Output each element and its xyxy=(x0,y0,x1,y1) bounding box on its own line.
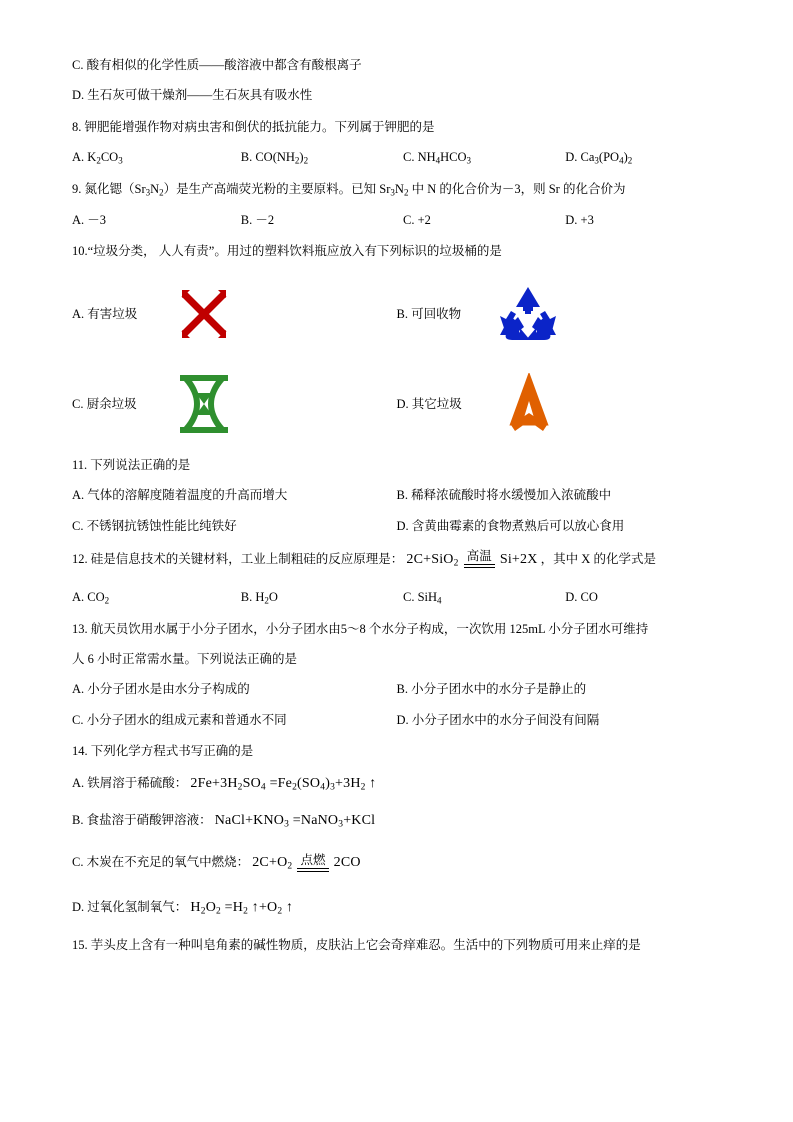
option-c-label: C. xyxy=(72,518,84,533)
option-a-equation: $2Fe+3H_2SO_4 =Fe_2(SO_4)_3+3H_2$ ↑ xyxy=(190,776,377,793)
option-d-formula: $Ca_3(PO_4)_2$ xyxy=(580,149,633,166)
option-c xyxy=(72,516,397,536)
option-d xyxy=(565,210,721,230)
option-b-formula: $H_2O$ xyxy=(255,590,278,606)
question-8-options xyxy=(72,147,721,168)
option-c xyxy=(403,210,565,230)
option-c-formula: SiH$_4$ xyxy=(417,590,442,606)
option-d xyxy=(397,710,722,730)
option-line-d: D. 生石灰可做干燥剂——生石灰具有吸水性 xyxy=(72,88,313,103)
option-c xyxy=(72,710,397,730)
option-b-value: 小分子团水中的水分子是静止的 xyxy=(411,682,587,697)
question-14-option-b xyxy=(72,808,721,835)
kitchen-waste-icon xyxy=(167,367,241,441)
option-d xyxy=(397,516,722,536)
option-a xyxy=(72,147,241,168)
option-d-text: 过氧化氢制氧气： xyxy=(87,899,188,914)
option-b xyxy=(397,679,722,699)
question-9-stem: 9. 氮化锶$(Sr_3N_2)$是生产高端荧光粉的主要原料。已知 $Sr_3N_2$ 中 N 的化合价为－3，则 Sr 的化合价为 xyxy=(72,181,626,198)
question-11-stem: 11. 下列说法正确的是 xyxy=(72,457,191,472)
question-12-stem-suffix: ，其中 X 的化学式是 xyxy=(540,551,656,566)
option-c xyxy=(403,587,565,608)
question-12-equation-left: 2C+SiO$_2$ xyxy=(406,551,459,569)
option-a xyxy=(72,210,241,230)
option-b-label: B. xyxy=(240,590,253,605)
option-c-label: C. xyxy=(72,713,84,728)
option-d xyxy=(565,147,721,168)
equation-bar xyxy=(297,868,328,872)
question-13-stem-line1: 13. 航天员饮用水属于小分子团水，小分子团水由5～8 个水分子构成，一次饮用 125mL 小分子团水可维持 xyxy=(72,622,649,637)
question-10-stem: 10.“垃圾分类， 人人有责”。用过的塑料饮料瓶应放入有下列标识的垃圾桶的是 xyxy=(72,243,502,258)
question-12-options xyxy=(72,587,721,608)
option-b xyxy=(397,485,722,505)
question-14-option-c xyxy=(72,850,721,877)
option-b-label: B. xyxy=(396,487,408,502)
option-a-formula: $K_2CO_3$ xyxy=(87,149,123,166)
other-waste-icon xyxy=(492,367,566,441)
option-c xyxy=(403,147,565,168)
hazardous-waste-icon xyxy=(167,277,241,351)
option-b xyxy=(241,587,403,608)
option-b-formula: $CO(NH_2)_2$ xyxy=(255,149,309,166)
option-a-text: 铁屑溶于稀硫酸： xyxy=(87,776,188,791)
option-a xyxy=(72,679,397,699)
option-c-label: C. 厨余垃圾 xyxy=(72,396,137,411)
option-a-label: A. xyxy=(72,149,85,164)
option-c-label: C. xyxy=(402,149,415,164)
option-c-label: C. xyxy=(402,212,415,227)
option-d-formula: CO xyxy=(580,590,598,605)
option-d-label: D. xyxy=(565,212,578,227)
question-8-stem: 8. 钾肥能增强作物对病虫害和倒伏的抵抗能力。下列属于钾肥的是 xyxy=(72,119,435,134)
option-c xyxy=(72,367,397,441)
option-c-reaction-condition xyxy=(297,853,328,872)
option-b-value: 稀释浓硫酸时将水缓慢加入浓硫酸中 xyxy=(411,487,612,502)
option-c-label: C. xyxy=(402,590,415,605)
condition-label: 点燃 xyxy=(300,852,326,867)
option-d-label: D. 其它垃圾 xyxy=(396,396,462,411)
option-a-value: －3 xyxy=(87,212,107,227)
condition-label: 高温 xyxy=(466,549,492,563)
option-a-formula: $CO_2$ xyxy=(87,590,110,606)
question-10-row-2 xyxy=(72,367,721,441)
option-d-equation: $H_2O_2 =H_2$ $↑+O_2$ ↑ xyxy=(190,899,294,917)
option-c-equation-right: 2CO xyxy=(333,855,361,871)
option-b xyxy=(397,277,722,351)
option-d-value: 小分子团水中的水分子间没有间隔 xyxy=(411,713,600,728)
question-12-stem xyxy=(72,547,721,574)
option-d-value: +3 xyxy=(580,212,594,227)
option-d-value: 含黄曲霉素的食物煮熟后可以放心食用 xyxy=(411,518,625,533)
option-a-label: A. 有害垃圾 xyxy=(72,306,138,321)
option-b-label: B. xyxy=(240,212,253,227)
option-a-label: A. xyxy=(72,776,85,791)
question-9-options xyxy=(72,210,721,230)
option-c-equation-left: $2C+O_2$ xyxy=(252,855,293,872)
question-12-stem-prefix: 12. 硅是信息技术的关键材料，工业上制粗硅的反应原理是： xyxy=(72,551,404,566)
question-11-options-row1 xyxy=(72,485,721,505)
option-b xyxy=(241,210,403,230)
option-c-text: 木炭在不充足的氧气中燃烧： xyxy=(86,855,250,870)
option-c-value: 小分子团水的组成元素和普通水不同 xyxy=(86,713,287,728)
recyclable-icon xyxy=(491,277,565,351)
question-13-options-row1 xyxy=(72,679,721,699)
question-13-stem-line2: 人 6 小时正常需水量。下列说法正确的是 xyxy=(72,652,298,667)
option-a xyxy=(72,277,397,351)
option-d-label: D. xyxy=(565,590,578,605)
option-d-label: D. xyxy=(565,149,578,164)
option-line-c: C. 酸有相似的化学性质——酸溶液中都含有酸根离子 xyxy=(72,58,362,72)
option-d xyxy=(565,587,721,608)
option-a-label: A. xyxy=(72,682,85,697)
question-11-options-row2 xyxy=(72,516,721,536)
option-a-value: 气体的溶解度随着温度的升高而增大 xyxy=(87,487,288,502)
option-c-label: C. xyxy=(72,855,84,870)
equation-bar xyxy=(464,564,495,568)
question-15-stem: 15. 芋头皮上含有一种叫皂角素的碱性物质，皮肤沾上它会奇痒难忍。生活中的下列物质可用来止痒的是 xyxy=(72,938,641,953)
option-a-label: A. xyxy=(72,212,85,227)
question-14-stem: 14. 下列化学方程式书写正确的是 xyxy=(72,744,254,759)
option-c-value: +2 xyxy=(417,212,431,227)
option-b-label: B. xyxy=(72,812,84,827)
question-13-options-row2 xyxy=(72,710,721,730)
option-c-value: 不锈钢抗锈蚀性能比纯铁好 xyxy=(86,518,237,533)
question-14-option-a xyxy=(72,771,721,798)
question-10-row-1 xyxy=(72,277,721,351)
option-b-text: 食盐溶于硝酸钾溶液： xyxy=(86,812,212,827)
question-12-reaction-condition xyxy=(464,549,495,568)
option-b-value: －2 xyxy=(255,212,275,227)
option-a-label: A. xyxy=(72,590,85,605)
option-c-formula: $NH_4HCO_3$ xyxy=(417,149,472,166)
option-d xyxy=(397,367,722,441)
question-14-option-d xyxy=(72,895,721,922)
option-b-equation: $NaCl+KNO_3$ =NaNO$_3$+KCl xyxy=(214,812,376,830)
option-b-label: B. xyxy=(240,149,253,164)
option-b-label: B. 可回收物 xyxy=(396,306,462,321)
option-a-label: A. xyxy=(72,487,85,502)
option-a-value: 小分子团水是由水分子构成的 xyxy=(87,682,250,697)
option-b xyxy=(241,147,403,168)
option-a xyxy=(72,587,241,608)
option-a xyxy=(72,485,397,505)
question-12-equation-right: Si+2X xyxy=(499,551,538,567)
option-b-label: B. xyxy=(396,682,408,697)
option-d-label: D. xyxy=(396,518,409,533)
option-d-label: D. xyxy=(396,713,409,728)
option-d-label: D. xyxy=(72,899,85,914)
